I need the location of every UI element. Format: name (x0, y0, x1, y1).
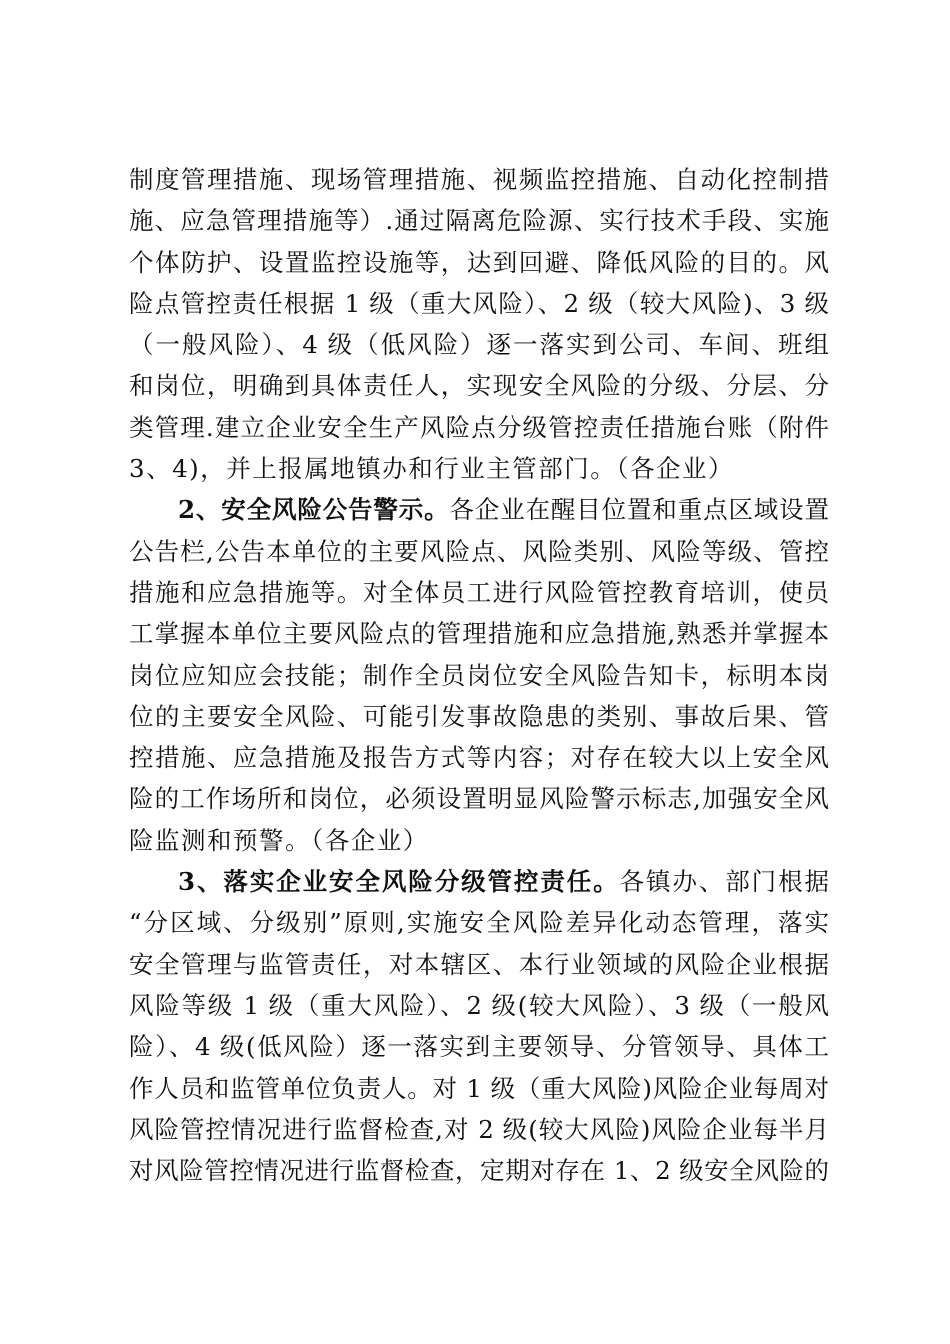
paragraph-2-line: 公告栏,公告本单位的主要风险点、风险类别、风险等级、管控 (129, 536, 829, 566)
paragraph-2-line: 控措施、应急措施及报告方式等内容；对存在较大以上安全风 (129, 743, 829, 773)
paragraph-2-line: 岗位应知应会技能；制作全员岗位安全风险告知卡，标明本岗 (129, 660, 829, 690)
section-2-heading: 2、安全风险公告警示。 (178, 495, 450, 525)
paragraph-3-first-line (129, 861, 829, 902)
paragraph-2-line: 工掌握本单位主要风险点的管理措施和应急措施,熟悉并掌握本 (129, 619, 829, 649)
paragraph-1-line: （一般风险）、4 级（低风险）逐一落实到公司、车间、班组 (129, 330, 829, 360)
paragraph-3-line: 风险管控情况进行监督检查,对 2 级(较大风险)风险企业每半月 (129, 1114, 829, 1144)
paragraph-3-line: 险）、4 级(低风险）逐一落实到主要领导、分管领导、具体工 (129, 1032, 829, 1062)
paragraph-2-line: 险的工作场所和岗位，必须设置明显风险警示标志,加强安全风 (129, 784, 829, 814)
paragraph-1-line: 个体防护、设置监控设施等，达到回避、降低风险的目的。风 (129, 247, 829, 277)
paragraph-1-line: 施、应急管理措施等）.通过隔离危险源、实行技术手段、实施 (129, 206, 829, 236)
paragraph-3-line: “分区域、分级别”原则,实施安全风险差异化动态管理，落实 (129, 908, 829, 938)
paragraph-1-line: 3、4)，并上报属地镇办和行业主管部门。（各企业） (129, 454, 734, 484)
paragraph-1-line: 和岗位，明确到具体责任人，实现安全风险的分级、分层、分 (129, 371, 829, 401)
section-3-heading: 3、落实企业安全风险分级管控责任。 (178, 867, 620, 897)
paragraph-2-first-line-text: 各企业在醒目位置和重点区域设置 (449, 495, 830, 525)
paragraph-2-line: 措施和应急措施等。对全体员工进行风险管控教育培训，使员 (129, 577, 829, 607)
paragraph-2-line: 险监测和预警。（各企业） (129, 825, 429, 855)
paragraph-1-line: 险点管控责任根据 1 级（重大风险）、2 级（较大风险)、3 级 (129, 288, 829, 318)
paragraph-2-first-line (129, 489, 829, 530)
paragraph-1-line: 制度管理措施、现场管理措施、视频监控措施、自动化控制措 (129, 165, 829, 194)
paragraph-3-line: 作人员和监管单位负责人。对 1 级（重大风险)风险企业每周对 (129, 1073, 829, 1103)
paragraph-3-first-line-text: 各镇办、部门根据 (619, 867, 830, 897)
paragraph-3-line: 风险等级 1 级（重大风险）、2 级(较大风险）、3 级（一般风 (129, 990, 829, 1020)
document-body (129, 159, 829, 1191)
paragraph-1-line: 类管理.建立企业安全生产风险点分级管控责任措施台账（附件 (129, 412, 829, 442)
paragraph-3-line: 安全管理与监管责任，对本辖区、本行业领域的风险企业根据 (129, 949, 829, 979)
paragraph-3-line: 对风险管控情况进行监督检查，定期对存在 1、2 级安全风险的 (129, 1156, 829, 1186)
paragraph-2-line: 位的主要安全风险、可能引发事故隐患的类别、事故后果、管 (129, 701, 829, 731)
